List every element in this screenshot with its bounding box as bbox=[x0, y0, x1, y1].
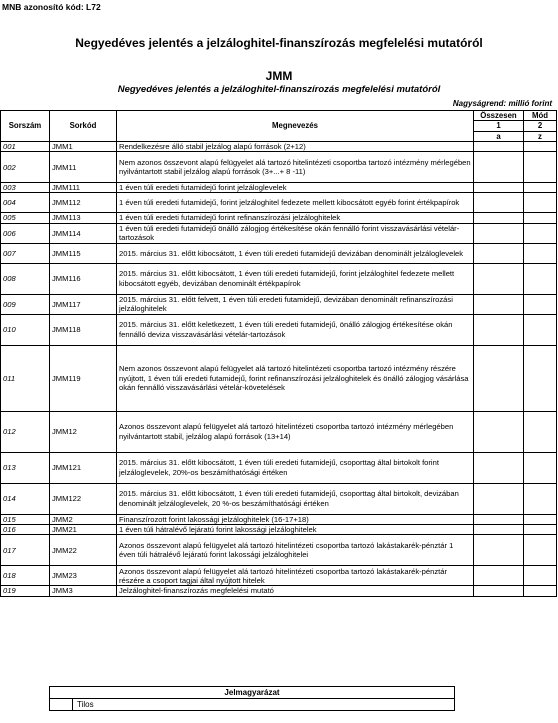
row-value-cell[interactable] bbox=[474, 411, 524, 452]
table-row bbox=[1, 193, 557, 213]
row-mode-cell[interactable] bbox=[524, 452, 557, 483]
table-row bbox=[1, 535, 557, 566]
row-value-cell[interactable] bbox=[474, 152, 524, 183]
row-value-cell[interactable] bbox=[474, 243, 524, 263]
row-value-cell[interactable] bbox=[474, 223, 524, 243]
table-row bbox=[1, 345, 557, 411]
row-megnevezes: Jelzáloghitel-finanszírozás megfelelési mutató bbox=[117, 586, 474, 596]
row-value-cell[interactable] bbox=[474, 452, 524, 483]
row-sorkod: JMM119 bbox=[50, 345, 117, 411]
row-value-cell[interactable] bbox=[474, 213, 524, 223]
row-mode-cell[interactable] bbox=[524, 525, 557, 535]
row-mode-cell[interactable] bbox=[524, 586, 557, 596]
row-megnevezes: Azonos összevont alapú felügyelet alá tartozó hitelintézeti csoportba tartozó lakástakarék-pénztár részére a csoport tagjai által nyújtott hitelek bbox=[117, 566, 474, 586]
row-value-cell[interactable] bbox=[474, 525, 524, 535]
legend-table bbox=[49, 686, 455, 711]
row-sorszam: 015 bbox=[1, 514, 50, 524]
row-sorszam: 010 bbox=[1, 314, 50, 345]
row-sorszam: 011 bbox=[1, 345, 50, 411]
row-mode-cell[interactable] bbox=[524, 193, 557, 213]
header-sorszam: Sorszám bbox=[1, 111, 50, 142]
table-row bbox=[1, 586, 557, 596]
row-sorkod: JMM1 bbox=[50, 141, 117, 151]
header-col-a: a bbox=[474, 131, 524, 141]
table-row bbox=[1, 152, 557, 183]
row-sorszam: 009 bbox=[1, 294, 50, 314]
row-mode-cell[interactable] bbox=[524, 345, 557, 411]
row-sorkod: JMM23 bbox=[50, 566, 117, 586]
header-col-z: z bbox=[524, 131, 557, 141]
row-mode-cell[interactable] bbox=[524, 411, 557, 452]
table-row bbox=[1, 452, 557, 483]
row-value-cell[interactable] bbox=[474, 586, 524, 596]
row-value-cell[interactable] bbox=[474, 183, 524, 193]
row-mode-cell[interactable] bbox=[524, 243, 557, 263]
table-row bbox=[1, 314, 557, 345]
row-megnevezes: 2015. március 31. előtt felvett, 1 éven túli eredeti futamidejű, devizában denominált refinanszírozási jelzáloghitelek bbox=[117, 294, 474, 314]
row-value-cell[interactable] bbox=[474, 263, 524, 294]
row-megnevezes: 2015. március 31. előtt keletkezett, 1 éven túli eredeti futamidejű, önálló zálogjog értékesítése okán fennálló deviza visszavásárlási vételár-tartozások bbox=[117, 314, 474, 345]
table-row bbox=[1, 525, 557, 535]
table-row bbox=[1, 411, 557, 452]
row-sorkod: JMM121 bbox=[50, 452, 117, 483]
table-row bbox=[1, 183, 557, 193]
row-sorszam: 014 bbox=[1, 483, 50, 514]
row-megnevezes: Azonos összevont alapú felügyelet alá tartozó hitelintézeti csoportba tartozó lakástakarék-pénztár 1 éven túli hátralévő lejáratú forint lakossági jelzáloghitelei bbox=[117, 535, 474, 566]
row-sorkod: JMM116 bbox=[50, 263, 117, 294]
row-megnevezes: Rendelkezésre álló stabil jelzálog alapú források (2+12) bbox=[117, 141, 474, 151]
table-row bbox=[1, 263, 557, 294]
report-title: Negyedéves jelentés a jelzáloghitel-finanszírozás megfelelési mutatóról bbox=[75, 36, 483, 50]
row-megnevezes: Finanszírozott forint lakossági jelzáloghitelek (16-17+18) bbox=[117, 514, 474, 524]
header-osszesen: Összesen bbox=[474, 111, 524, 121]
row-value-cell[interactable] bbox=[474, 514, 524, 524]
row-value-cell[interactable] bbox=[474, 566, 524, 586]
row-mode-cell[interactable] bbox=[524, 141, 557, 151]
table-row bbox=[1, 223, 557, 243]
row-sorszam: 018 bbox=[1, 566, 50, 586]
row-mode-cell[interactable] bbox=[524, 514, 557, 524]
row-megnevezes: 2015. március 31. előtt kibocsátott, 1 éven túli eredeti futamidejű, csoporttag által birtokolt, devizában denominált jelzáloglevelek, 20 %-os beszámíthatósági értéken bbox=[117, 483, 474, 514]
row-value-cell[interactable] bbox=[474, 483, 524, 514]
row-megnevezes: Nem azonos összevont alapú felügyelet alá tartozó hitelintézeti csoportba tartozó intézmény mérlegében nyilvántartott stabil jelzálog alapú források (3+...+ 8 -11) bbox=[117, 152, 474, 183]
row-mode-cell[interactable] bbox=[524, 483, 557, 514]
row-mode-cell[interactable] bbox=[524, 566, 557, 586]
table-row bbox=[1, 294, 557, 314]
row-sorszam: 017 bbox=[1, 535, 50, 566]
row-sorszam: 013 bbox=[1, 452, 50, 483]
table-row bbox=[1, 141, 557, 151]
row-mode-cell[interactable] bbox=[524, 152, 557, 183]
row-value-cell[interactable] bbox=[474, 535, 524, 566]
row-mode-cell[interactable] bbox=[524, 183, 557, 193]
row-sorszam: 005 bbox=[1, 213, 50, 223]
row-sorkod: JMM112 bbox=[50, 193, 117, 213]
row-mode-cell[interactable] bbox=[524, 213, 557, 223]
legend-title: Jelmagyarázat bbox=[50, 687, 455, 699]
row-sorszam: 001 bbox=[1, 141, 50, 151]
header-mod: Mód bbox=[524, 111, 557, 121]
row-mode-cell[interactable] bbox=[524, 314, 557, 345]
legend-tilos: Tilos bbox=[73, 699, 455, 711]
row-megnevezes: Azonos összevont alapú felügyelet alá tartozó hitelintézeti csoportba tartozó intézmény mérlegében nyilvántartott stabil, jelzálog alapú források (13+14) bbox=[117, 411, 474, 452]
row-mode-cell[interactable] bbox=[524, 223, 557, 243]
table-row bbox=[1, 566, 557, 586]
row-megnevezes: Nem azonos összevont alapú felügyelet alá tartozó hitelintézeti csoportba tartozó intézmény részére nyújtott, 1 éven túli eredeti futamidejű, forint refinanszírozási jelzáloghitelek és önálló zálogjog vásárlása okán fennálló visszavásárlási vételár-követelések bbox=[117, 345, 474, 411]
row-mode-cell[interactable] bbox=[524, 294, 557, 314]
header-col-1: 1 bbox=[474, 121, 524, 131]
mnb-code: MNB azonosító kód: L72 bbox=[2, 2, 101, 12]
row-megnevezes: 2015. március 31. előtt kibocsátott, 1 éven túli eredeti futamidejű, forint jelzáloghitel fedezete mellett kibocsátott egyéb, devizában denominált értékpapírok bbox=[117, 263, 474, 294]
table-row bbox=[1, 483, 557, 514]
row-megnevezes: 2015. március 31. előtt kibocsátott, 1 éven túli eredeti futamidejű devizában denominált jelzáloglevelek bbox=[117, 243, 474, 263]
legend-swatch bbox=[50, 699, 73, 711]
table-body bbox=[1, 141, 557, 596]
row-sorszam: 016 bbox=[1, 525, 50, 535]
row-sorkod: JMM114 bbox=[50, 223, 117, 243]
table-row bbox=[1, 514, 557, 524]
row-sorszam: 012 bbox=[1, 411, 50, 452]
header-sorkod: Sorkód bbox=[50, 111, 117, 142]
row-megnevezes: 1 éven túli eredeti futamidejű önálló zálogjog értékesítése okán fennálló forint visszavásárlási vételár-tartozások bbox=[117, 223, 474, 243]
table-row bbox=[1, 243, 557, 263]
row-sorkod: JMM113 bbox=[50, 213, 117, 223]
row-sorszam: 003 bbox=[1, 183, 50, 193]
row-sorszam: 002 bbox=[1, 152, 50, 183]
row-sorkod: JMM11 bbox=[50, 152, 117, 183]
unit-label: Nagyságrend: millió forint bbox=[452, 99, 552, 108]
row-value-cell[interactable] bbox=[474, 314, 524, 345]
row-sorkod: JMM111 bbox=[50, 183, 117, 193]
row-value-cell[interactable] bbox=[474, 294, 524, 314]
form-subtitle: Negyedéves jelentés a jelzáloghitel-finanszírozás megfelelési mutatóról bbox=[117, 84, 441, 95]
header-megnevezes: Megnevezés bbox=[117, 111, 474, 142]
report-table bbox=[0, 110, 557, 597]
row-sorkod: JMM118 bbox=[50, 314, 117, 345]
row-value-cell[interactable] bbox=[474, 345, 524, 411]
row-sorkod: JMM3 bbox=[50, 586, 117, 596]
row-megnevezes: 1 éven túli eredeti futamidejű forint refinanszírozási jelzáloghitelek bbox=[117, 213, 474, 223]
row-mode-cell[interactable] bbox=[524, 535, 557, 566]
row-sorkod: JMM12 bbox=[50, 411, 117, 452]
row-sorkod: JMM115 bbox=[50, 243, 117, 263]
row-megnevezes: 1 éven túli eredeti futamidejű, forint jelzáloghitel fedezete mellett kibocsátott egyéb forint értékpapírok bbox=[117, 193, 474, 213]
row-sorszam: 019 bbox=[1, 586, 50, 596]
form-code: JMM bbox=[265, 69, 293, 83]
row-value-cell[interactable] bbox=[474, 141, 524, 151]
row-sorkod: JMM21 bbox=[50, 525, 117, 535]
header-col-2: 2 bbox=[524, 121, 557, 131]
row-sorszam: 004 bbox=[1, 193, 50, 213]
row-sorszam: 007 bbox=[1, 243, 50, 263]
row-sorkod: JMM117 bbox=[50, 294, 117, 314]
row-sorszam: 008 bbox=[1, 263, 50, 294]
row-sorkod: JMM2 bbox=[50, 514, 117, 524]
row-mode-cell[interactable] bbox=[524, 263, 557, 294]
row-sorszam: 006 bbox=[1, 223, 50, 243]
row-value-cell[interactable] bbox=[474, 193, 524, 213]
row-sorkod: JMM122 bbox=[50, 483, 117, 514]
row-megnevezes: 1 éven túli eredeti futamidejű forint jelzáloglevelek bbox=[117, 183, 474, 193]
row-sorkod: JMM22 bbox=[50, 535, 117, 566]
row-megnevezes: 1 éven túli hátralévő lejáratú forint lakossági jelzáloghitelek bbox=[117, 525, 474, 535]
row-megnevezes: 2015. március 31. előtt kibocsátott, 1 éven túli eredeti futamidejű, csoporttag által birtokolt forint jelzáloglevelek, 20%-os beszámíthatósági értéken bbox=[117, 452, 474, 483]
table-row bbox=[1, 213, 557, 223]
